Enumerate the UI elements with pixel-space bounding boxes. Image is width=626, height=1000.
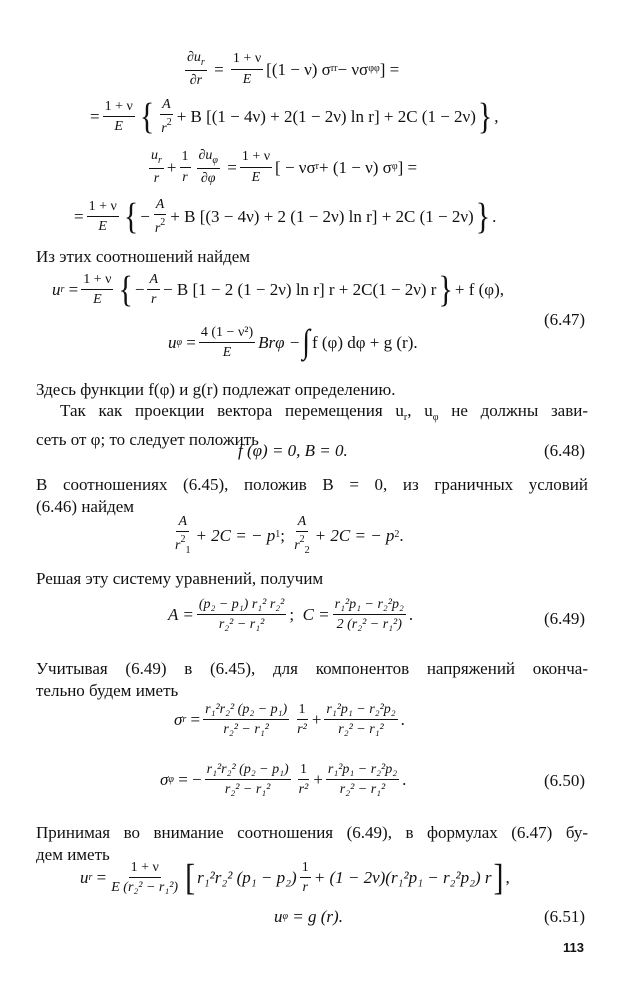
- fraction: $\frac{A}{r}$: [149, 272, 159, 308]
- equation-number: (6.51): [544, 907, 586, 926]
- fraction: $\frac{\text{4 (1 − ν²)}}{E}$: [200, 325, 254, 361]
- fraction: $\frac{1 + \nu}{E}$: [88, 199, 117, 235]
- fraction: $\frac{\text{r₁²r₂² (p₂ − p₁)}}{\text{r₂² − r₁²}}$: [205, 702, 288, 738]
- fraction: $\frac{1}{r}$: [301, 860, 309, 896]
- paragraph-text: В соотношениях (6.45), положив B = 0, из граничных условий (6.46) найдем: [36, 475, 588, 516]
- fraction: $\frac{1 + \nu}{E}$: [83, 272, 112, 308]
- paragraph-text: Из этих соотношений найдем: [36, 247, 251, 266]
- fraction: $\frac{1}{r}$: [181, 149, 189, 185]
- fraction: $\frac{1 + \nu}{\text{E (r₂² − r₁²)}}$: [111, 860, 179, 896]
- fraction: $\frac{A}{r^2}$: [154, 197, 166, 237]
- equation-number: (6.47): [544, 310, 586, 329]
- equation-6-48: f (φ) = 0, B = 0.: [238, 441, 348, 460]
- equation-line-2: = $\frac{1 + \nu}{E}$ { $\frac{A}{r^2}$ + B [(1 − 4ν) + 2(1 − 2ν) ln r] + 2C (1 − 2ν) } ,: [90, 95, 499, 137]
- paragraph-text: Принимая во внимание соотношения (6.49), в формулах (6.47) бу- дем иметь: [36, 823, 588, 864]
- fraction: $\frac{1 + \nu}{E}$: [232, 51, 262, 87]
- fraction: $\frac{\partial u_\varphi}{\partial\varphi}$: [198, 148, 218, 186]
- equation-6-50-sigma-r: σ r = $\frac{\text{r₁²r₂² (p₂ − p₁)}}{\text{r₂² − r₁²}}$ $\frac{1}{\text{r²}}$ + $\frac{\text{r₁²p₁ − r₂²p₂}}{\text{r₂² − r₁²}}$ .: [174, 702, 405, 738]
- fraction: $\frac{u_r}{r}$: [151, 148, 162, 186]
- fraction: $\frac{A}{r^2_2}$: [294, 514, 310, 557]
- fraction: $\frac{1}{\text{r²}}$: [298, 762, 309, 798]
- fraction: $\frac{\text{r₁²r₂² (p₂ − p₁)}}{\text{r₂² − r₁²}}$: [206, 762, 289, 798]
- page-number: 113: [563, 940, 584, 955]
- equation-line-1: $\frac{\partial u_r}{\partial r}$ = $\frac{1 + \nu}{E}$ [(1 − ν) σ rr − νσ φφ ] =: [187, 50, 400, 88]
- fraction: $\frac{\text{r₁²p₁ − r₂²p₂}}{\text{r₂² − r₁²}}$: [327, 762, 398, 798]
- equation-line-3: $\frac{u_r}{r}$ + $\frac{1}{r}$ $\frac{\partial u_\varphi}{\partial\varphi}$ = $\frac{1 + \nu}{E}$ [ − νσ r + (1 − ν) σ φ ] =: [151, 148, 418, 186]
- fraction: $\frac{1 + \nu}{E}$: [104, 99, 133, 135]
- equation-6-47-uphi: u φ = $\frac{\text{4 (1 − ν²)}}{E}$ Brφ − ∫ f (φ) dφ + g (r).: [168, 323, 418, 361]
- equation-6-50-sigma-phi: σ φ = − $\frac{\text{r₁²r₂² (p₂ − p₁)}}{\text{r₂² − r₁²}}$ $\frac{1}{\text{r²}}$ + $\frac{\text{r₁²p₁ − r₂²p₂}}{\text{r₂² − r₁²}}$ .: [160, 762, 407, 798]
- fraction: $\frac{1 + \nu}{E}$: [241, 149, 271, 185]
- equation-6-51-uphi: u φ = g (r).: [274, 907, 343, 926]
- fraction: $\frac{\partial u_r}{\partial r}$: [187, 50, 205, 88]
- equation-number: (6.49): [544, 609, 586, 628]
- equation-number: (6.50): [544, 771, 586, 790]
- paragraph-text: Решая эту систему уравнений, получим: [36, 569, 324, 588]
- equation-line-4: = $\frac{1 + \nu}{E}$ { − $\frac{A}{r^2}$ + B [(3 − 4ν) + 2 (1 − 2ν) ln r] + 2C (1 − 2ν) } .: [74, 195, 497, 237]
- fraction: $\frac{\text{r₁²p₁ − r₂²p₂}}{\text{2 (r₂² − r₁²)}}$: [334, 597, 404, 633]
- equation-6-49: A = $\frac{\text{(p₂ − p₁) r₁² r₂²}}{\text{r₂² − r₁²}}$ ; C = $\frac{\text{r₁²p₁ − r₂²p₂}}{\text{2 (r₂² − r₁²)}}$ .: [168, 597, 414, 633]
- boundary-equations: $\frac{A}{r^2_1}$ + 2C = − p 1 ; $\frac{A}{r^2_2}$ + 2C = − p 2 .: [175, 514, 404, 557]
- equation-6-47-ur: u r = $\frac{1 + \nu}{E}$ { − $\frac{A}{r}$ − B [1 − 2 (1 − 2ν) ln r] r + 2C(1 − 2ν) r } + f (φ),: [52, 268, 505, 310]
- fraction: $\frac{1}{\text{r²}}$: [297, 702, 307, 738]
- fraction: $\frac{\text{(p₂ − p₁) r₁² r₂²}}{\text{r₂² − r₁²}}$: [198, 597, 285, 633]
- fraction: $\frac{A}{r^2_1}$: [175, 514, 191, 557]
- fraction: $\frac{A}{r^2}$: [161, 97, 172, 137]
- paragraph-text: Так как проекции вектора перемещения $u_r$, $u_\varphi$ не должны зави- сеть от φ; то следует положить: [36, 401, 588, 449]
- paragraph-text: Учитывая (6.49) в (6.45), для компонентов напряжений оконча- тельно будем иметь: [36, 659, 588, 700]
- fraction: $\frac{\text{r₁²p₁ − r₂²p₂}}{\text{r₂² − r₁²}}$: [326, 702, 396, 738]
- paragraph-text: Здесь функции f(φ) и g(r) подлежат определению.: [36, 380, 396, 399]
- equation-6-51-ur: u r = $\frac{1 + \nu}{\text{E (r₂² − r₁²)}}$ [ r₁²r₂² (p₁ − p₂) $\frac{1}{r}$ + (1 − 2ν)(r₁²p₁ − r₂²p₂) r ] ,: [80, 856, 510, 898]
- equation-number: (6.48): [544, 441, 586, 460]
